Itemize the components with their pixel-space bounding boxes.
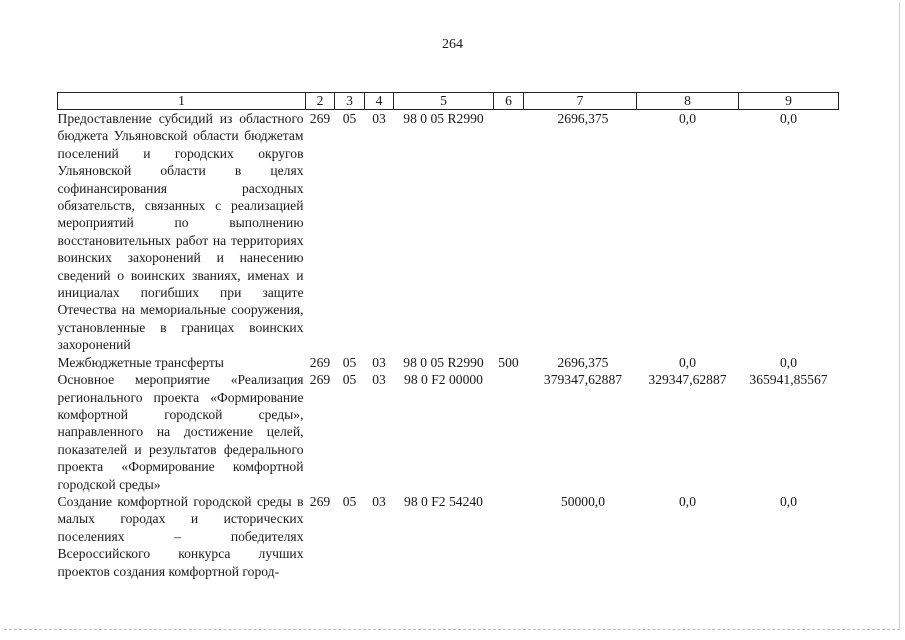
cell-amount-col8: 0,0	[679, 493, 696, 509]
cell-target-article: 98 0 F2 54240	[404, 493, 483, 509]
table-row	[58, 493, 839, 580]
cell-subsection: 03	[372, 372, 386, 388]
cell-subsection: 03	[372, 493, 386, 509]
cell-section: 05	[342, 354, 357, 370]
column-header: 5	[394, 93, 494, 110]
cell-expense-type	[494, 110, 524, 354]
cell-amount-col7: 50000,0	[560, 493, 606, 509]
cell-section: 05	[342, 111, 357, 126]
column-header: 8	[637, 93, 739, 110]
column-header: 1	[58, 93, 306, 110]
table-row	[58, 371, 839, 493]
column-header: 7	[524, 93, 637, 110]
cell-amount-col8: 329347,62887	[648, 372, 727, 388]
column-header: 3	[335, 93, 365, 110]
column-header: 9	[739, 93, 839, 110]
cell-amount-col8: 0,0	[679, 111, 696, 126]
cell-expense-type: 500	[498, 354, 519, 370]
cell-amount-col7: 2696,375	[557, 111, 609, 126]
row-name: Предоставление субсидий из областного бюджета Ульяновской области бюджетам поселений и городских округов Ульяновской области в целях софинансирования расходных обязательств, связанных с реализацией мероприятий по выполнению восстановительных работ на территориях воинских захоронений и нанесению сведений о воинских званиях, именах и инициалах погибших при защите Отечества на мемориальные сооружения, установленные в границах воинских захоронений	[57, 111, 304, 353]
budget-table	[57, 92, 839, 580]
cell-target-article: 98 0 05 R2990	[403, 354, 484, 370]
table-header-row	[58, 93, 839, 110]
cell-section: 05	[342, 493, 357, 509]
cell-target-article: 98 0 F2 00000	[404, 372, 483, 388]
cell-amount-col9: 365941,85567	[749, 372, 828, 388]
cell-section: 05	[342, 372, 357, 388]
cell-amount-col9: 0,0	[780, 111, 797, 126]
row-name: Основное мероприятие «Реализация регионального проекта «Формирование комфортной городской среды», направленного на достижение целей, показателей и результатов федерального проекта «Формирование комфортной городской среды»	[57, 372, 304, 492]
page-number: 264	[442, 37, 463, 52]
cell-ministry-code: 269	[309, 354, 331, 370]
cell-amount-col9: 0,0	[780, 354, 797, 370]
cell-ministry-code: 269	[309, 372, 331, 388]
cell-amount-col7: 2696,375	[557, 354, 609, 370]
cell-ministry-code: 269	[309, 493, 331, 509]
cell-amount-col7: 379347,62887	[543, 372, 623, 388]
column-header: 4	[365, 93, 394, 110]
cell-expense-type	[494, 371, 524, 493]
cell-amount-col9: 0,0	[780, 493, 797, 509]
cell-target-article: 98 0 05 R2990	[403, 111, 484, 126]
row-name: Создание комфортной городской среды в малых городах и исторических поселениях – победителях Всероссийского конкурса лучших проектов создания комфортной город-	[57, 493, 304, 579]
column-header: 2	[306, 93, 335, 110]
cell-amount-col8: 0,0	[679, 354, 696, 370]
row-name: Межбюджетные трансферты	[57, 354, 224, 370]
table-row	[58, 354, 839, 371]
column-header: 6	[494, 93, 524, 110]
cell-ministry-code: 269	[309, 111, 331, 126]
cell-subsection: 03	[372, 354, 386, 370]
table-row	[58, 110, 839, 354]
cell-subsection: 03	[372, 111, 386, 126]
cell-expense-type	[494, 493, 524, 580]
